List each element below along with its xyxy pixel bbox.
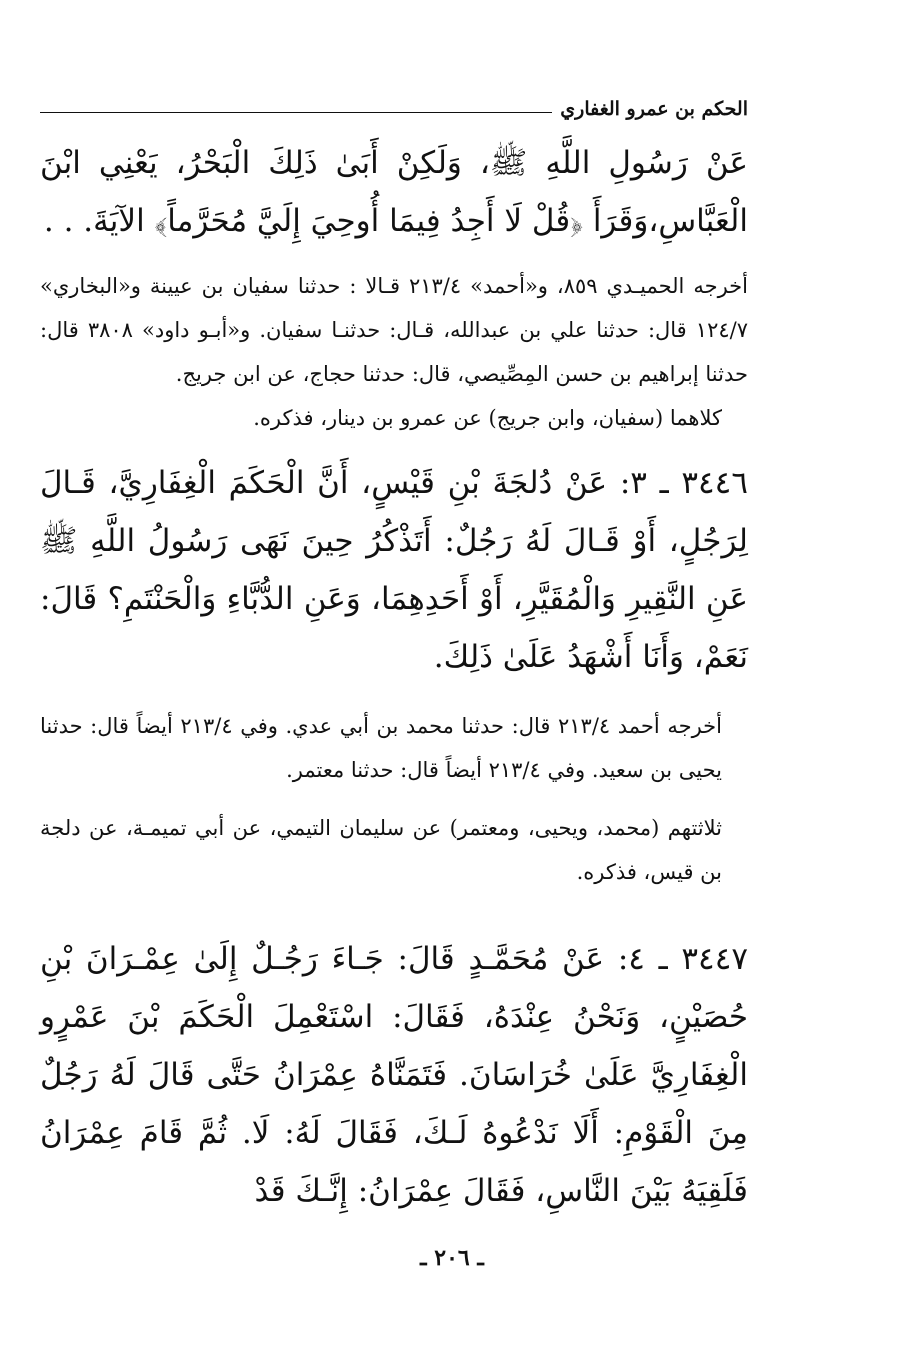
hadith-3446: ٣٤٤٦ ـ ٣: عَنْ دُلجَةَ بْنِ قَيْسٍ، أَنَّ الْحَكَمَ الْغِفَارِيَّ، قَـالَ لِرَجُلٍ، أَوْ قَـالَ لَهُ رَجُلٌ: أَتَذْكُرُ حِينَ نَهَى رَسُولُ اللَّهِ ﷺ عَنِ النَّقِيرِ وَالْمُقَيَّرِ، أَوْ أَحَدِهِمَا، وَعَنِ الدُّبَّاءِ وَالْحَنْتَمِ؟ قَالَ: نَعَمْ، وَأَنَا أَشْهَدُ عَلَىٰ ذَلِكَ. — [40, 465, 748, 675]
header-rule — [40, 112, 552, 113]
hadith-3445-continuation: عَنْ رَسُولِ اللَّهِ ﷺ، وَلَكِنْ أَبَىٰ ذَلِكَ الْبَحْرُ، يَعْنِي ابْنَ الْعَبَّاسِ،وَقَرَأَ ﴿قُلْ لَا أَجِدُ فِيمَا أُوحِيَ إِلَيَّ مُحَرَّماً﴾ الآيَةَ. . . — [40, 145, 748, 239]
running-header — [40, 92, 748, 126]
page-number: ـ ٢٠٦ ـ — [420, 1245, 484, 1271]
hadith-3447: ٣٤٤٧ ـ ٤: عَنْ مُحَمَّـدٍ قَالَ: جَـاءَ رَجُـلٌ إِلَىٰ عِمْـرَانَ بْنِ حُصَيْنٍ، وَنَحْنُ عِنْدَهُ، فَقَالَ: اسْتَعْمِلَ الْحَكَمَ بْنَ عَمْرٍو الْغِفَارِيَّ عَلَىٰ خُرَاسَانَ. فَتَمَنَّاهُ عِمْرَانُ حَتَّى قَالَ لَهُ رَجُلٌ مِنَ الْقَوْمِ: أَلَا نَدْعُوهُ لَـكَ، فَقَالَ لَهُ: لَا. ثُمَّ قَامَ عِمْرَانُ فَلَقِيَهُ بَيْنَ النَّاسِ، فَقَالَ عِمْرَانُ: إِنَّـكَ قَدْ — [40, 941, 748, 1209]
isnad-note-3445: كلاهما (سفيان، وابن جريج) عن عمرو بن دينار، فذكره. — [253, 406, 722, 430]
isnad-note-3446: ثلاثتهم (محمد، ويحيى، ومعتمر) عن سليمان التيمي، عن أبي تميمـة، عن دلجة بن قيس، فذكره. — [40, 816, 722, 884]
takhrij-note-3446: أخرجه أحمد ٢١٣/٤ قال: حدثنا محمد بن أبي عدي. وفي ٢١٣/٤ أيضاً قال: حدثنا يحيى بن سعيد. وفي ٢١٣/٤ أيضاً قال: حدثنا معتمر. — [40, 714, 722, 782]
book-page — [40, 92, 748, 1220]
header-title: الحكم بن عمرو الغفاري — [560, 98, 748, 120]
takhrij-note-3445: أخرجه الحميـدي ٨٥٩، و«أحمد» ٢١٣/٤ قـالا : حدثنا سفيان بن عيينة و«البخاري» ١٢٤/٧ قال: حدثنا علي بن عبدالله، قـال: حدثنـا سفيان. و«أبـو داود» ٣٨٠٨ قال: حدثنا إبراهيم بن حسن المِصِّيصي، قال: حدثنا حجاج، عن ابن جريج. — [40, 274, 748, 386]
